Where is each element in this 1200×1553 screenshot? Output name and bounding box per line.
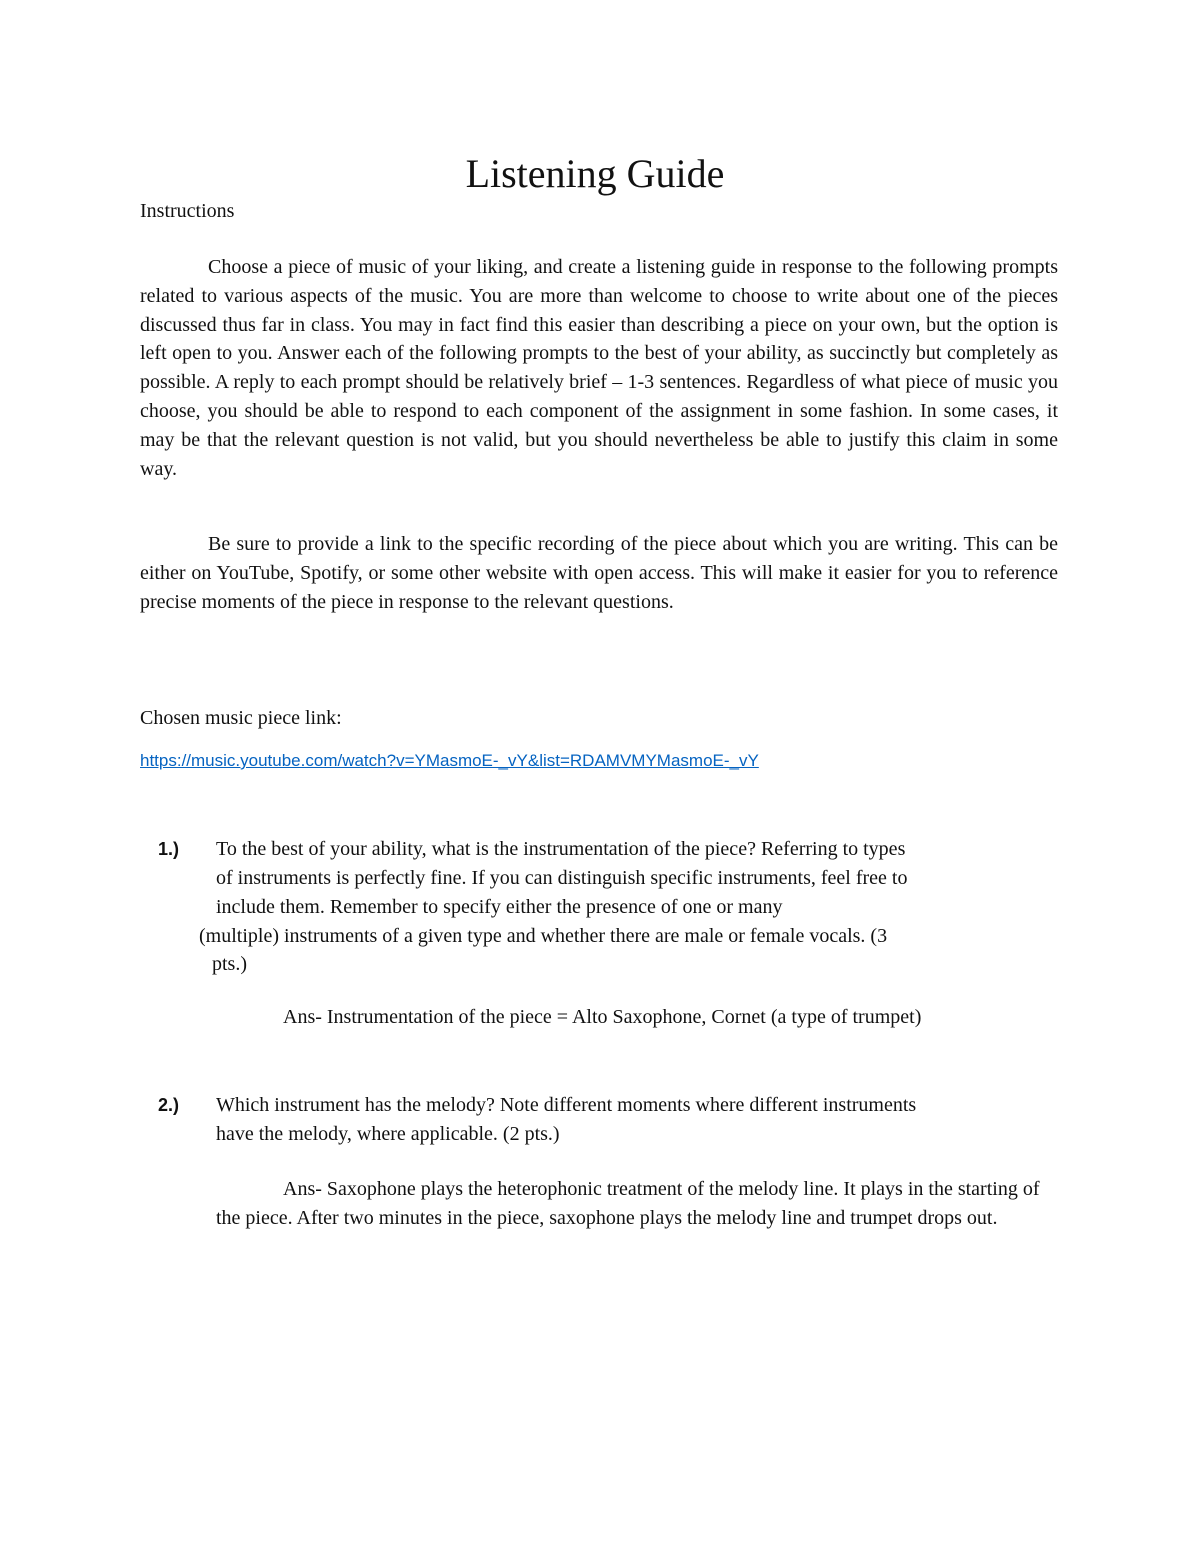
question-1-line-4: (multiple) instruments of a given type and whether there are male or female vocals. (3 xyxy=(199,925,888,947)
question-1-number: 1.) xyxy=(158,839,180,859)
instructions-heading: Instructions xyxy=(140,200,235,222)
question-1-line-2: of instruments is perfectly fine. If you can distinguish specific instruments, feel free to xyxy=(216,867,908,889)
question-2-line-1: Which instrument has the melody? Note different moments where different instruments xyxy=(216,1094,917,1116)
instructions-paragraph-1: Choose a piece of music of your liking, and create a listening guide in response to the following prompts related to various aspects of the music. You are more than welcome to choose to write about one of the pieces discussed thus far in class. You may in fact find this easier than describing a piece on your own, but the option is left open to you. Answer each of the following prompts to the best of your ability, as succinctly but completely as possible. A reply to each prompt should be relatively brief – 1-3 sentences. Regardless of what piece of music you choose, you should be able to respond to each component of the assignment in some fashion. In some cases, it may be that the relevant question is not valid, but you should nevertheless be able to justify this claim in some way. xyxy=(140,256,1058,480)
music-piece-link[interactable]: https://music.youtube.com/watch?v=YMasmoE-_vY&list=RDAMVMYMasmoE-_vY xyxy=(140,751,759,770)
link-label: Chosen music piece link: xyxy=(140,707,342,729)
question-1-line-1: To the best of your ability, what is the instrumentation of the piece? Referring to types xyxy=(216,838,906,860)
question-2-number: 2.) xyxy=(158,1095,180,1115)
instructions-paragraph-2: Be sure to provide a link to the specific recording of the piece about which you are writing. This can be either on YouTube, Spotify, or some other website with open access. This will make it easier for you to reference precise moments of the piece in response to the relevant questions. xyxy=(140,533,1058,613)
question-2-answer: Ans- Saxophone plays the heterophonic treatment of the melody line. It plays in the starting of the piece. After two minutes in the piece, saxophone plays the melody line and trumpet drops out. xyxy=(216,1178,1040,1229)
question-1-answer: Ans- Instrumentation of the piece = Alto Saxophone, Cornet (a type of trumpet) xyxy=(283,1006,922,1028)
question-2-line-2: have the melody, where applicable. (2 pts.) xyxy=(216,1123,560,1145)
page-title: Listening Guide xyxy=(465,151,725,196)
question-1-line-3: include them. Remember to specify either the presence of one or many xyxy=(216,896,783,918)
question-1-line-5: pts.) xyxy=(212,953,247,975)
